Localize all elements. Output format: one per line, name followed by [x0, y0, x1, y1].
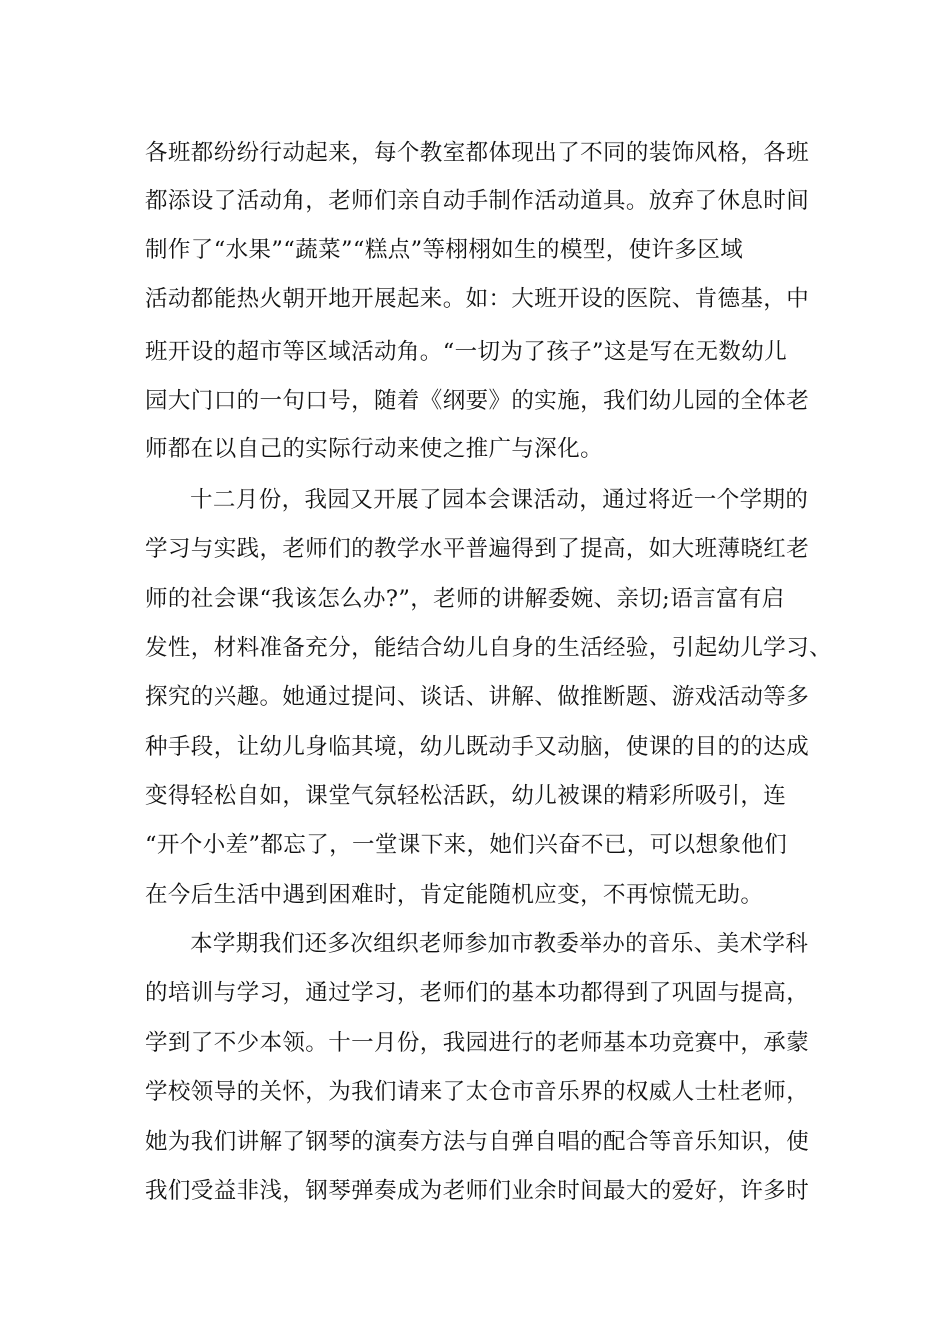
text-line: 她为我们讲解了钢琴的演奏方法与自弹自唱的配合等音乐知识，使	[145, 1129, 810, 1155]
text-line: 学到了不少本领。十一月份，我园进行的老师基本功竞赛中，承蒙	[145, 1030, 810, 1056]
text-line: 的培训与学习，通过学习，老师们的基本功都得到了巩固与提高，	[145, 980, 810, 1006]
text-line: 变得轻松自如，课堂气氛轻松活跃，幼儿被课的精彩所吸引，连	[145, 783, 787, 809]
text-line: 学习与实践，老师们的教学水平普遍得到了提高，如大班薄晓红老	[145, 536, 810, 562]
text-line: 活动都能热火朝开地开展起来。如：大班开设的医院、肯德基，中	[145, 286, 810, 312]
text-line: 制作了“水果”“蔬菜”“糕点”等栩栩如生的模型，使许多区域	[145, 237, 744, 263]
text-line: 师都在以自己的实际行动来使之推广与深化。	[145, 436, 604, 462]
text-line: 在今后生活中遇到困难时，肯定能随机应变，不再惊慌无助。	[145, 882, 764, 908]
text-line: 各班都纷纷行动起来，每个教室都体现出了不同的装饰风格，各班	[145, 140, 810, 166]
text-line: 探究的兴趣。她通过提问、谈话、讲解、做推断题、游戏活动等多	[145, 684, 810, 710]
text-line: 师的社会课“我该怎么办?”，老师的讲解委婉、亲切;语言富有启	[145, 586, 785, 612]
text-line: 种手段，让幼儿身临其境，幼儿既动手又动脑，使课的目的的达成	[145, 734, 810, 760]
text-line: 发性，材料准备充分，能结合幼儿自身的生活经验，引起幼儿学习、	[145, 635, 833, 661]
text-line: 学校领导的关怀，为我们请来了太仓市音乐界的权威人士杜老师，	[145, 1079, 810, 1105]
text-line: 都添设了活动角，老师们亲自动手制作活动道具。放弃了休息时间	[145, 188, 810, 214]
text-line: “开个小差”都忘了，一堂课下来，她们兴奋不已，可以想象他们	[145, 832, 788, 858]
text-line: 我们受益非浅，钢琴弹奏成为老师们业余时间最大的爱好，许多时	[145, 1178, 810, 1204]
paragraph-first-line: 本学期我们还多次组织老师参加市教委举办的音乐、美术学科	[190, 931, 809, 957]
text-line: 班开设的超市等区域活动角。“一切为了孩子”这是写在无数幼儿	[145, 339, 788, 365]
paragraph-first-line: 十二月份，我园又开展了园本会课活动，通过将近一个学期的	[190, 487, 809, 513]
text-line: 园大门口的一句口号，随着《纲要》的实施，我们幼儿园的全体老	[145, 388, 810, 414]
